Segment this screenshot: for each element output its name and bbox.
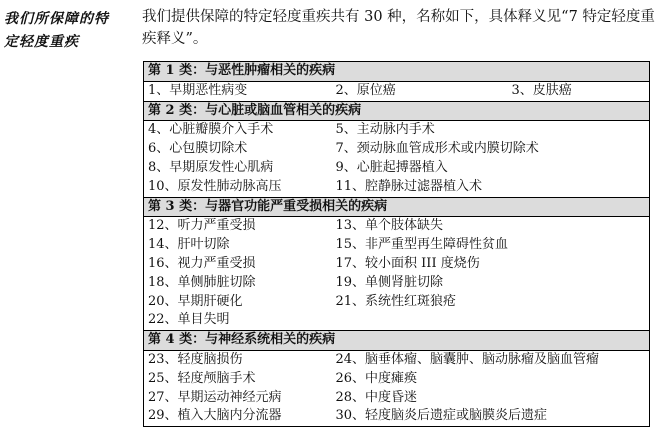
illness-cell: 30、轻度脑炎后遗症或脑膜炎后遗症 xyxy=(335,408,548,424)
illness-cell: 9、心脏起搏器植入 xyxy=(335,159,448,175)
illness-cell: 11、腔静脉过滤器植入术 xyxy=(335,178,483,194)
illness-cell: 26、中度瘫痪 xyxy=(335,370,418,386)
side-heading-line1: 我们所保障的特 xyxy=(4,11,109,27)
category-header xyxy=(144,331,650,351)
table-row xyxy=(144,178,650,197)
table-row xyxy=(144,121,650,140)
table-row xyxy=(144,274,650,293)
category-header xyxy=(144,62,650,82)
table-row xyxy=(144,140,650,159)
category-title: 第 3 类：与器官功能严重受损相关的疾病 xyxy=(144,197,650,217)
illness-cell: 24、脑垂体瘤、脑囊肿、脑动脉瘤及脑血管瘤 xyxy=(335,351,600,367)
illness-cell: 5、主动脉内手术 xyxy=(335,122,435,138)
illness-cell: 29、植入大脑内分流器 xyxy=(148,408,282,424)
intro-paragraph: 我们提供保障的特定轻度重疾共有 30 种，名称如下，具体释义见“7 特定轻度重疾释义”。 xyxy=(142,9,655,47)
illness-cell xyxy=(332,311,650,330)
illness-cell: 3、皮肤癌 xyxy=(508,81,650,101)
illness-cell: 16、视力严重受损 xyxy=(148,255,256,271)
illness-cell: 7、颈动脉血管成形术或内膜切除术 xyxy=(335,141,539,157)
category-title: 第 1 类：与恶性肿瘤相关的疾病 xyxy=(144,62,650,82)
side-heading-line2: 定轻度重疾 xyxy=(4,34,79,50)
illness-cell: 13、单个肢体缺失 xyxy=(335,218,444,234)
illness-cell: 10、原发性肺动脉高压 xyxy=(148,178,282,194)
illness-cell: 19、单侧肾脏切除 xyxy=(335,274,444,290)
illness-cell: 23、轻度脑损伤 xyxy=(148,351,243,367)
table-row xyxy=(144,236,650,255)
illness-cell: 6、心包膜切除术 xyxy=(148,141,248,157)
illness-cell: 20、早期肝硬化 xyxy=(148,293,243,309)
illness-cell: 12、听力严重受损 xyxy=(148,218,256,234)
illness-cell: 17、较小面积 III 度烧伤 xyxy=(335,255,480,271)
illness-cell: 27、早期运动神经元病 xyxy=(148,389,282,405)
table-row xyxy=(144,293,650,312)
table-row xyxy=(144,407,650,426)
table-row xyxy=(144,350,650,369)
illness-cell: 25、轻度颅脑手术 xyxy=(148,370,256,386)
table-row xyxy=(144,311,650,330)
category-title: 第 2 类：与心脏或脑血管相关的疾病 xyxy=(144,101,650,121)
illness-cell: 4、心脏瓣膜介入手术 xyxy=(148,122,274,138)
illness-cell: 2、原位癌 xyxy=(332,81,508,101)
category-title: 第 4 类：与神经系统相关的疾病 xyxy=(144,331,650,351)
side-heading xyxy=(4,8,132,54)
category-header xyxy=(144,197,650,217)
illness-coverage-table xyxy=(143,61,650,427)
table-row xyxy=(144,389,650,408)
table-row xyxy=(144,217,650,236)
illness-cell: 1、早期恶性病变 xyxy=(144,81,332,101)
illness-cell: 14、肝叶切除 xyxy=(148,237,230,253)
illness-cell: 21、系统性红斑狼疮 xyxy=(335,293,457,309)
table-row xyxy=(144,370,650,389)
table-row xyxy=(144,255,650,274)
illness-cell: 22、单目失明 xyxy=(148,312,230,328)
table-row xyxy=(144,81,650,101)
illness-cell: 28、中度昏迷 xyxy=(335,389,418,405)
category-header xyxy=(144,101,650,121)
table-row xyxy=(144,159,650,178)
illness-cell: 18、单侧肺脏切除 xyxy=(148,274,256,290)
illness-cell: 15、非严重型再生障碍性贫血 xyxy=(335,237,509,253)
illness-cell: 8、早期原发性心肌病 xyxy=(148,159,274,175)
